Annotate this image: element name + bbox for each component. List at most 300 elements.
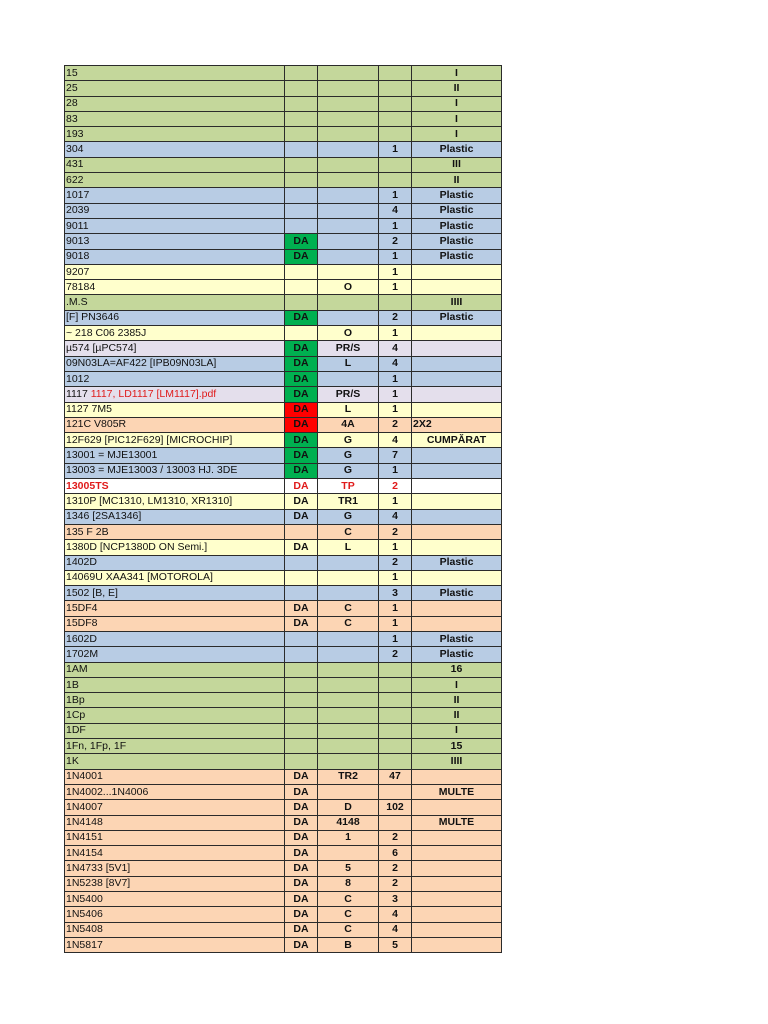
pdf-link[interactable]: 1117, LD1117 [LM1117].pdf [90,387,217,400]
note-cell[interactable] [412,540,502,555]
part-code-cell[interactable]: 1N4002...1N4006 [65,784,285,799]
part-code-cell[interactable]: 1N5406 [65,907,285,922]
part-code-cell[interactable]: 1Cp [65,708,285,723]
part-code-cell[interactable]: 15 [65,66,285,81]
da-cell[interactable] [285,326,318,341]
quantity-cell[interactable] [379,708,412,723]
part-code-cell[interactable]: 1127 7M5 [65,402,285,417]
da-cell[interactable] [285,127,318,142]
part-code-cell[interactable]: 1N5238 [8V7] [65,876,285,891]
part-code-cell[interactable]: 9011 [65,218,285,233]
quantity-cell[interactable] [379,66,412,81]
note-cell[interactable]: MULTE [412,784,502,799]
package-cell[interactable]: C [318,892,379,907]
quantity-cell[interactable]: 3 [379,892,412,907]
da-cell[interactable]: DA [285,387,318,402]
da-cell[interactable]: DA [285,249,318,264]
quantity-cell[interactable] [379,96,412,111]
part-code-cell[interactable]: 1N4001 [65,769,285,784]
quantity-cell[interactable]: 1 [379,280,412,295]
da-cell[interactable]: DA [285,861,318,876]
note-cell[interactable] [412,280,502,295]
package-cell[interactable]: PR/S [318,341,379,356]
da-cell[interactable] [285,754,318,769]
da-cell[interactable]: DA [285,310,318,325]
quantity-cell[interactable]: 1 [379,387,412,402]
package-cell[interactable] [318,203,379,218]
package-cell[interactable]: G [318,509,379,524]
quantity-cell[interactable]: 1 [379,249,412,264]
da-cell[interactable] [285,280,318,295]
package-cell[interactable]: L [318,356,379,371]
da-cell[interactable]: DA [285,448,318,463]
part-code-cell[interactable]: 1N4733 [5V1] [65,861,285,876]
quantity-cell[interactable]: 4 [379,433,412,448]
da-cell[interactable] [285,570,318,585]
package-cell[interactable]: G [318,448,379,463]
note-cell[interactable] [412,830,502,845]
package-cell[interactable]: 4148 [318,815,379,830]
quantity-cell[interactable]: 1 [379,264,412,279]
note-cell[interactable] [412,326,502,341]
quantity-cell[interactable]: 2 [379,310,412,325]
package-cell[interactable] [318,218,379,233]
quantity-cell[interactable] [379,723,412,738]
quantity-cell[interactable] [379,295,412,310]
note-cell[interactable] [412,861,502,876]
note-cell[interactable] [412,616,502,631]
quantity-cell[interactable] [379,662,412,677]
part-code-cell[interactable]: 1346 [2SA1346] [65,509,285,524]
part-code-cell[interactable]: 1N5817 [65,937,285,952]
note-cell[interactable]: I [412,111,502,126]
da-cell[interactable] [285,295,318,310]
package-cell[interactable] [318,96,379,111]
package-cell[interactable]: C [318,601,379,616]
package-cell[interactable]: TR2 [318,769,379,784]
quantity-cell[interactable]: 47 [379,769,412,784]
part-code-cell[interactable]: µ574 [µPC574] [65,341,285,356]
da-cell[interactable] [285,264,318,279]
package-cell[interactable] [318,586,379,601]
part-code-cell[interactable]: 1310P [MC1310, LM1310, XR1310] [65,494,285,509]
package-cell[interactable] [318,81,379,96]
da-cell[interactable] [285,631,318,646]
quantity-cell[interactable]: 1 [379,601,412,616]
quantity-cell[interactable] [379,111,412,126]
note-cell[interactable]: Plastic [412,188,502,203]
note-cell[interactable]: 16 [412,662,502,677]
quantity-cell[interactable] [379,784,412,799]
da-cell[interactable]: DA [285,341,318,356]
quantity-cell[interactable]: 1 [379,570,412,585]
table-row [65,739,502,754]
quantity-cell[interactable]: 2 [379,876,412,891]
note-cell[interactable]: 15 [412,739,502,754]
package-cell[interactable]: G [318,433,379,448]
quantity-cell[interactable]: 1 [379,188,412,203]
part-code-cell[interactable]: 13001 = MJE13001 [65,448,285,463]
package-cell[interactable]: C [318,616,379,631]
note-cell[interactable] [412,448,502,463]
package-cell[interactable] [318,66,379,81]
quantity-cell[interactable] [379,173,412,188]
da-cell[interactable] [285,647,318,662]
package-cell[interactable]: L [318,402,379,417]
part-code-cell[interactable]: 1402D [65,555,285,570]
quantity-cell[interactable] [379,739,412,754]
package-cell[interactable] [318,157,379,172]
part-code-cell[interactable]: 1N5400 [65,892,285,907]
note-cell[interactable]: II [412,708,502,723]
note-cell[interactable] [412,800,502,815]
part-code-cell[interactable]: 14069U XAA341 [MOTOROLA] [65,570,285,585]
note-cell[interactable]: Plastic [412,555,502,570]
da-cell[interactable] [285,96,318,111]
package-cell[interactable]: TP [318,479,379,494]
quantity-cell[interactable] [379,81,412,96]
quantity-cell[interactable]: 1 [379,371,412,386]
part-code-cell[interactable]: 1117 1117, LD1117 [LM1117].pdf [65,387,285,402]
part-code-cell[interactable]: 135 F 2B [65,524,285,539]
package-cell[interactable] [318,693,379,708]
note-cell[interactable]: Plastic [412,249,502,264]
note-cell[interactable] [412,922,502,937]
package-cell[interactable] [318,662,379,677]
quantity-cell[interactable]: 2 [379,524,412,539]
quantity-cell[interactable] [379,127,412,142]
package-cell[interactable]: 1 [318,830,379,845]
da-cell[interactable]: DA [285,433,318,448]
part-code-cell[interactable]: 1N4148 [65,815,285,830]
package-cell[interactable] [318,249,379,264]
part-code-cell[interactable]: 1017 [65,188,285,203]
package-cell[interactable]: 8 [318,876,379,891]
package-cell[interactable] [318,754,379,769]
da-cell[interactable] [285,677,318,692]
quantity-cell[interactable]: 3 [379,586,412,601]
part-code-cell[interactable]: 1N4151 [65,830,285,845]
note-cell[interactable]: Plastic [412,203,502,218]
da-cell[interactable] [285,81,318,96]
da-cell[interactable] [285,188,318,203]
package-cell[interactable] [318,647,379,662]
da-cell[interactable] [285,66,318,81]
quantity-cell[interactable]: 2 [379,861,412,876]
part-code-cell[interactable]: 1012 [65,371,285,386]
note-cell[interactable]: Plastic [412,218,502,233]
part-code-cell[interactable]: 1N4007 [65,800,285,815]
part-code-cell[interactable]: 1602D [65,631,285,646]
da-cell[interactable] [285,693,318,708]
package-cell[interactable]: PR/S [318,387,379,402]
da-cell[interactable] [285,708,318,723]
part-code-cell[interactable]: 1Fn, 1Fp, 1F [65,739,285,754]
part-code-cell[interactable]: 15DF4 [65,601,285,616]
note-cell[interactable]: I [412,127,502,142]
quantity-cell[interactable]: 2 [379,830,412,845]
quantity-cell[interactable]: 1 [379,540,412,555]
note-cell[interactable] [412,463,502,478]
da-cell[interactable] [285,218,318,233]
package-cell[interactable] [318,127,379,142]
part-code-cell[interactable]: ~ 218 C06 2385J [65,326,285,341]
note-cell[interactable]: Plastic [412,310,502,325]
package-cell[interactable]: O [318,280,379,295]
note-cell[interactable]: IIII [412,295,502,310]
note-cell[interactable]: Plastic [412,586,502,601]
part-code-cell[interactable]: 15DF8 [65,616,285,631]
part-code-cell[interactable]: 13003 = MJE13003 / 13003 HJ. 3DE [65,463,285,478]
package-cell[interactable] [318,310,379,325]
quantity-cell[interactable] [379,157,412,172]
da-cell[interactable]: DA [285,371,318,386]
quantity-cell[interactable]: 1 [379,218,412,233]
table-body [65,66,502,953]
package-cell[interactable] [318,371,379,386]
quantity-cell[interactable]: 2 [379,234,412,249]
part-code-cell[interactable]: 25 [65,81,285,96]
package-cell[interactable] [318,739,379,754]
quantity-cell[interactable]: 4 [379,341,412,356]
part-code-cell[interactable]: 121C V805R [65,417,285,432]
note-cell[interactable] [412,907,502,922]
table-row [65,157,502,172]
note-cell[interactable]: I [412,677,502,692]
part-code-cell[interactable]: 83 [65,111,285,126]
da-cell[interactable]: DA [285,830,318,845]
quantity-cell[interactable]: 4 [379,356,412,371]
table-row [65,570,502,585]
quantity-cell[interactable]: 7 [379,448,412,463]
da-cell[interactable]: DA [285,784,318,799]
note-cell[interactable]: IIII [412,754,502,769]
table-row [65,601,502,616]
note-cell[interactable] [412,892,502,907]
da-cell[interactable]: DA [285,463,318,478]
package-cell[interactable] [318,846,379,861]
da-cell[interactable]: DA [285,479,318,494]
package-cell[interactable] [318,142,379,157]
part-code-cell[interactable]: 9207 [65,264,285,279]
note-cell[interactable] [412,494,502,509]
note-cell[interactable] [412,371,502,386]
package-cell[interactable]: C [318,907,379,922]
note-cell[interactable] [412,387,502,402]
da-cell[interactable] [285,662,318,677]
note-cell[interactable]: II [412,173,502,188]
note-cell[interactable] [412,570,502,585]
note-cell[interactable] [412,876,502,891]
quantity-cell[interactable] [379,754,412,769]
package-cell[interactable] [318,723,379,738]
da-cell[interactable]: DA [285,876,318,891]
part-code-cell[interactable]: 9013 [65,234,285,249]
da-cell[interactable]: DA [285,616,318,631]
da-cell[interactable] [285,723,318,738]
da-cell[interactable] [285,739,318,754]
part-code-cell[interactable]: 1B [65,677,285,692]
package-cell[interactable] [318,173,379,188]
note-cell[interactable]: II [412,693,502,708]
quantity-cell[interactable]: 1 [379,326,412,341]
da-cell[interactable]: DA [285,494,318,509]
package-cell[interactable] [318,631,379,646]
quantity-cell[interactable]: 102 [379,800,412,815]
package-cell[interactable]: O [318,326,379,341]
table-row [65,616,502,631]
quantity-cell[interactable]: 5 [379,937,412,952]
da-cell[interactable]: DA [285,356,318,371]
quantity-cell[interactable]: 1 [379,142,412,157]
da-cell[interactable]: DA [285,540,318,555]
da-cell[interactable]: DA [285,509,318,524]
package-cell[interactable]: B [318,937,379,952]
quantity-cell[interactable]: 6 [379,846,412,861]
quantity-cell[interactable]: 2 [379,555,412,570]
note-cell[interactable] [412,769,502,784]
note-cell[interactable] [412,846,502,861]
package-cell[interactable] [318,708,379,723]
note-cell[interactable] [412,479,502,494]
da-cell[interactable] [285,586,318,601]
table-row [65,203,502,218]
quantity-cell[interactable]: 2 [379,479,412,494]
quantity-cell[interactable] [379,815,412,830]
part-code-cell[interactable]: 1702M [65,647,285,662]
note-cell[interactable]: Plastic [412,647,502,662]
da-cell[interactable]: DA [285,417,318,432]
da-cell[interactable]: DA [285,601,318,616]
part-code-cell[interactable]: 622 [65,173,285,188]
table-row [65,647,502,662]
note-cell[interactable]: MULTE [412,815,502,830]
part-code-cell[interactable]: 193 [65,127,285,142]
da-cell[interactable]: DA [285,815,318,830]
da-cell[interactable]: DA [285,769,318,784]
note-cell[interactable]: I [412,723,502,738]
part-code-cell[interactable]: 28 [65,96,285,111]
part-code-cell[interactable]: 1Bp [65,693,285,708]
da-cell[interactable]: DA [285,922,318,937]
da-cell[interactable] [285,203,318,218]
note-cell[interactable]: CUMPĂRAT [412,433,502,448]
quantity-cell[interactable]: 2 [379,417,412,432]
note-cell[interactable]: II [412,81,502,96]
note-cell[interactable] [412,402,502,417]
part-code-cell[interactable]: 1380D [NCP1380D ON Semi.] [65,540,285,555]
da-cell[interactable] [285,157,318,172]
da-cell[interactable]: DA [285,892,318,907]
quantity-cell[interactable]: 1 [379,616,412,631]
quantity-cell[interactable]: 1 [379,631,412,646]
quantity-cell[interactable]: 4 [379,203,412,218]
package-cell[interactable] [318,555,379,570]
part-code-cell[interactable]: 1DF [65,723,285,738]
quantity-cell[interactable] [379,693,412,708]
package-cell[interactable] [318,677,379,692]
package-cell[interactable] [318,570,379,585]
note-cell[interactable] [412,264,502,279]
note-cell[interactable]: 2X2 [412,417,502,432]
note-cell[interactable]: I [412,66,502,81]
part-code-cell[interactable]: 304 [65,142,285,157]
part-code-cell[interactable]: 1N4154 [65,846,285,861]
table-row [65,96,502,111]
da-cell[interactable]: DA [285,234,318,249]
part-code-cell[interactable]: 2039 [65,203,285,218]
quantity-cell[interactable]: 1 [379,463,412,478]
note-cell[interactable]: Plastic [412,234,502,249]
da-cell[interactable]: DA [285,907,318,922]
package-cell[interactable]: C [318,524,379,539]
part-code-cell[interactable]: 9018 [65,249,285,264]
note-cell[interactable] [412,356,502,371]
part-code-cell[interactable]: 09N03LA=AF422 [IPB09N03LA] [65,356,285,371]
package-cell[interactable] [318,234,379,249]
da-cell[interactable] [285,173,318,188]
package-cell[interactable]: D [318,800,379,815]
da-cell[interactable] [285,555,318,570]
quantity-cell[interactable]: 2 [379,647,412,662]
package-cell[interactable]: TR1 [318,494,379,509]
quantity-cell[interactable]: 1 [379,494,412,509]
note-cell[interactable] [412,509,502,524]
part-code-cell[interactable]: 13005TS [65,479,285,494]
package-cell[interactable]: C [318,922,379,937]
package-cell[interactable] [318,295,379,310]
note-cell[interactable] [412,601,502,616]
da-cell[interactable] [285,524,318,539]
part-code-cell[interactable]: .M.S [65,295,285,310]
da-cell[interactable]: DA [285,800,318,815]
package-cell[interactable]: 5 [318,861,379,876]
part-code-cell[interactable]: 431 [65,157,285,172]
part-code-cell[interactable]: 78184 [65,280,285,295]
package-cell[interactable] [318,188,379,203]
package-cell[interactable] [318,111,379,126]
part-code-cell[interactable]: 1502 [B, E] [65,586,285,601]
package-cell[interactable]: G [318,463,379,478]
note-cell[interactable] [412,341,502,356]
note-cell[interactable]: Plastic [412,142,502,157]
part-code-cell[interactable]: 1N5408 [65,922,285,937]
part-code-cell[interactable]: 12F629 [PIC12F629] [MICROCHIP] [65,433,285,448]
package-cell[interactable]: L [318,540,379,555]
part-code-cell[interactable]: 1AM [65,662,285,677]
da-cell[interactable]: DA [285,937,318,952]
quantity-cell[interactable]: 4 [379,907,412,922]
note-cell[interactable]: III [412,157,502,172]
quantity-cell[interactable] [379,677,412,692]
part-code-cell[interactable]: [F] PN3646 [65,310,285,325]
da-cell[interactable] [285,142,318,157]
package-cell[interactable]: 4A [318,417,379,432]
note-cell[interactable] [412,524,502,539]
da-cell[interactable]: DA [285,846,318,861]
package-cell[interactable] [318,264,379,279]
quantity-cell[interactable]: 4 [379,922,412,937]
part-code-cell[interactable]: 1K [65,754,285,769]
package-cell[interactable] [318,784,379,799]
da-cell[interactable]: DA [285,402,318,417]
quantity-cell[interactable]: 1 [379,402,412,417]
note-cell[interactable]: I [412,96,502,111]
note-cell[interactable] [412,937,502,952]
da-cell[interactable] [285,111,318,126]
note-cell[interactable]: Plastic [412,631,502,646]
quantity-cell[interactable]: 4 [379,509,412,524]
